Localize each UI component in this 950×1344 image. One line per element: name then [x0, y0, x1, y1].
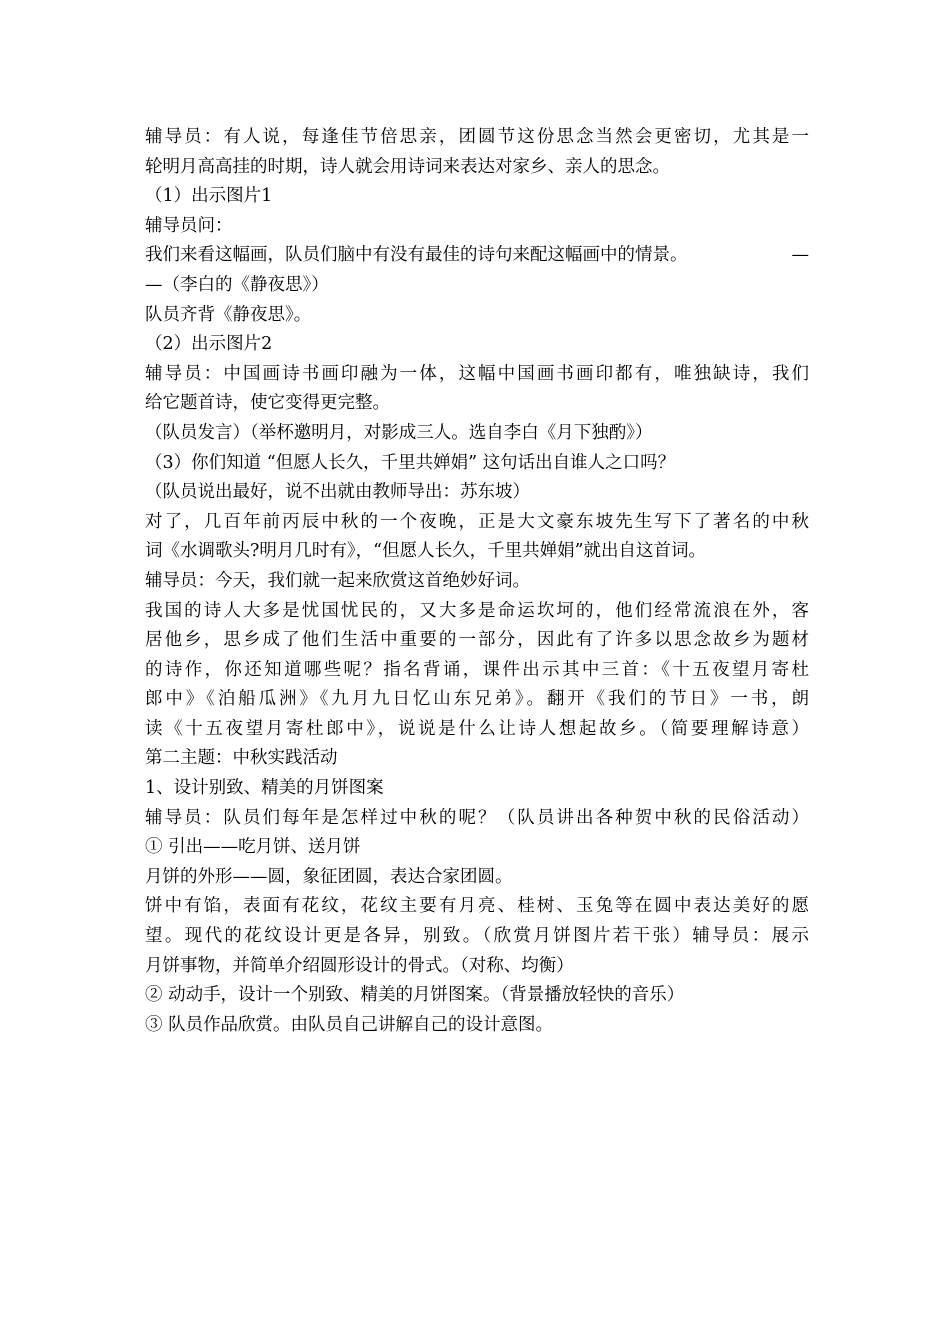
- paragraph-line: 辅导员：今天，我们就一起来欣赏这首绝妙好词。: [145, 570, 530, 591]
- paragraph-line: —（李白的《静夜思》）: [145, 274, 329, 295]
- paragraph-line: 居他乡，思乡成了他们生活中重要的一部分，因此有了许多以思念故乡为题材: [145, 630, 809, 651]
- paragraph-line: 饼中有馅，表面有花纹，花纹主要有月亮、桂树、玉兔等在圆中表达美好的愿: [145, 896, 809, 917]
- paragraph-line: [145, 241, 809, 271]
- paragraph-line: （3）你们知道 “但愿人长久，千里共婵娟” 这句话出自谁人之口吗？: [145, 452, 676, 473]
- paragraph-line: 辅导员：有人说，每逢佳节倍思亲，团圆节这份思念当然会更密切，尤其是一: [145, 127, 809, 147]
- paragraph-line: 辅导员问：: [145, 215, 233, 236]
- paragraph-line: 1、设计别致、精美的月饼图案: [145, 778, 384, 799]
- paragraph-line: ① 引出——吃月饼、送月饼: [145, 837, 361, 858]
- paragraph-line: 辅导员：队员们每年是怎样过中秋的呢？（队员讲出各种贺中秋的民俗活动）: [145, 807, 809, 828]
- paragraph-line: 郎中》《泊船瓜洲》《九月九日忆山东兄弟》。翻开《我们的节日》一书，朗: [145, 689, 809, 710]
- paragraph-line: 队员齐背《静夜思》。: [145, 304, 312, 325]
- paragraph-line: （2）出示图片2: [145, 334, 273, 355]
- paragraph-line: 月饼的外形——圆，象征团圆，表达合家团圆。: [145, 866, 513, 887]
- paragraph-line: （1）出示图片1: [145, 186, 273, 207]
- paragraph-text: 我们来看这幅画，队员们脑中有没有最佳的诗句来配这幅画中的情景。: [145, 245, 688, 266]
- paragraph-line: 对了，几百年前丙辰中秋的一个夜晚，正是大文豪东坡先生写下了著名的中秋: [145, 511, 809, 532]
- paragraph-line: 给它题首诗，使它变得更完整。: [145, 393, 390, 414]
- section-heading: 第二主题：中秋实践活动: [145, 748, 338, 769]
- paragraph-line: ③ 队员作品欣赏。由队员自己讲解自己的设计意图。: [145, 1014, 554, 1035]
- paragraph-line: 望。现代的花纹设计更是各异，别致。（欣赏月饼图片若干张）辅导员：展示: [145, 926, 809, 947]
- paragraph-line: ② 动动手，设计一个别致、精美的月饼图案。（背景播放轻快的音乐）: [145, 985, 685, 1006]
- paragraph-line: 辅导员：中国画诗书画印融为一体，这幅中国画书画印都有，唯独缺诗，我们: [145, 363, 809, 384]
- paragraph-line: 的诗作，你还知道哪些呢？指名背诵，课件出示其中三首：《十五夜望月寄杜: [145, 659, 809, 680]
- paragraph-line: 读《十五夜望月寄杜郎中》，说说是什么让诗人想起故乡。（简要理解诗意）: [145, 718, 809, 739]
- dash-fragment: —: [791, 245, 809, 266]
- paragraph-line: 词《水调歌头?明月几时有》，“但愿人长久，千里共婵娟”就出自这首词。: [145, 541, 707, 562]
- paragraph-line: 我国的诗人大多是忧国忧民的，又大多是命运坎坷的，他们经常流浪在外，客: [145, 600, 809, 621]
- paragraph-line: 月饼事物，并简单介绍圆形设计的骨式。（对称、均衡）: [145, 955, 574, 976]
- paragraph-line: 轮明月高高挂的时期，诗人就会用诗词来表达对家乡、亲人的思念。: [145, 156, 670, 177]
- paragraph-line: （队员说出最好，说不出就由教师导出：苏东坡）: [145, 482, 530, 503]
- paragraph-line: （队员发言）（举杯邀明月，对影成三人。选自李白《月下独酌》）: [145, 422, 653, 443]
- document-body: [145, 123, 809, 1040]
